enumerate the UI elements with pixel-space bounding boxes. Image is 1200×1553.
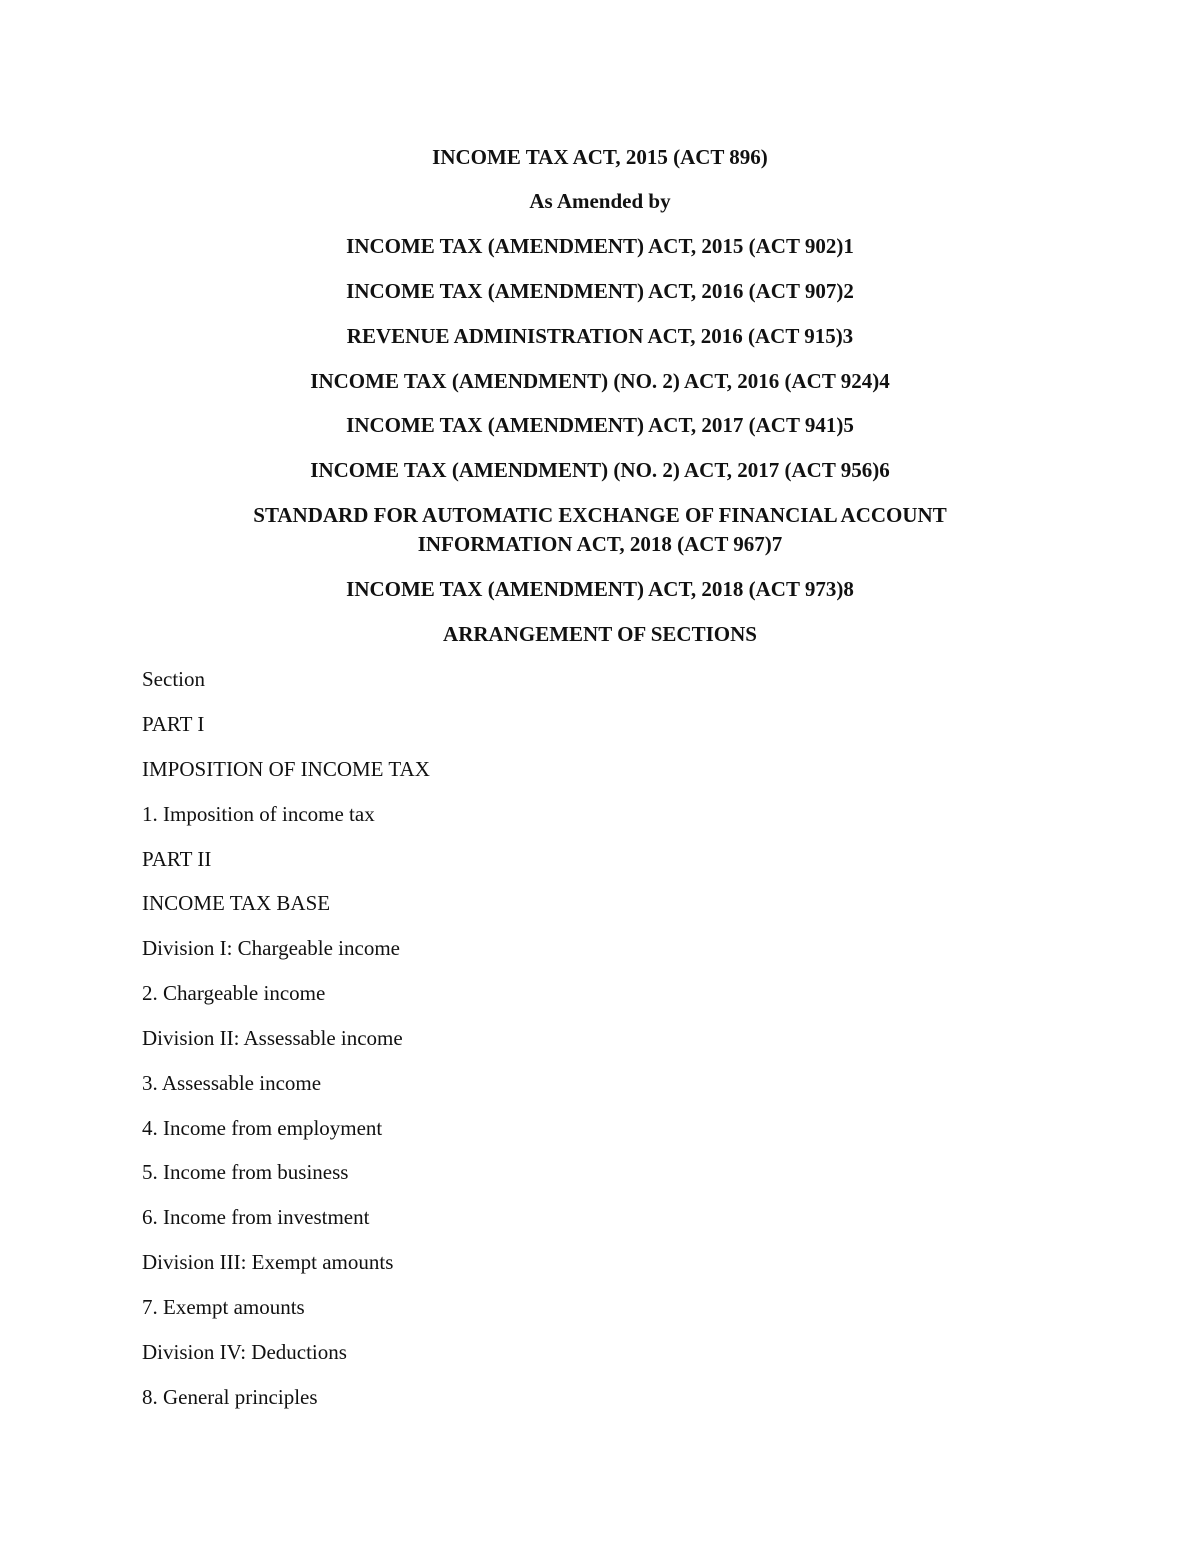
amendment-act-902: INCOME TAX (AMENDMENT) ACT, 2015 (ACT 902)1 — [346, 234, 854, 258]
toc-entry: 4. Income from employment — [142, 1116, 383, 1140]
amendment-act-941: INCOME TAX (AMENDMENT) ACT, 2017 (ACT 941)5 — [346, 413, 854, 437]
amendment-act-956: INCOME TAX (AMENDMENT) (NO. 2) ACT, 2017 (ACT 956)6 — [310, 458, 890, 482]
toc-entry: 5. Income from business — [142, 1160, 349, 1184]
amended-by-label: As Amended by — [529, 189, 671, 213]
standard-act-line1: STANDARD FOR AUTOMATIC EXCHANGE OF FINANCIAL ACCOUNT — [253, 503, 947, 527]
amendment-act-973: INCOME TAX (AMENDMENT) ACT, 2018 (ACT 973)8 — [346, 577, 854, 601]
division-heading: Division III: Exempt amounts — [142, 1250, 394, 1274]
part-heading: PART II — [142, 847, 212, 871]
part-heading: PART I — [142, 712, 205, 736]
act-title: INCOME TAX ACT, 2015 (ACT 896) — [432, 145, 768, 169]
part-title: IMPOSITION OF INCOME TAX — [142, 757, 430, 781]
arrangement-heading: ARRANGEMENT OF SECTIONS — [443, 622, 757, 646]
division-heading: Division II: Assessable income — [142, 1026, 403, 1050]
division-heading: Division IV: Deductions — [142, 1340, 347, 1364]
toc-entry: 1. Imposition of income tax — [142, 802, 375, 826]
standard-act-line2: INFORMATION ACT, 2018 (ACT 967)7 — [417, 532, 783, 556]
toc-entry: 3. Assessable income — [142, 1071, 322, 1095]
toc-entry: 7. Exempt amounts — [142, 1295, 305, 1319]
section-label: Section — [142, 667, 205, 691]
toc-entry: 8. General principles — [142, 1385, 318, 1409]
toc-entry: 2. Chargeable income — [142, 981, 326, 1005]
amendment-act-915: REVENUE ADMINISTRATION ACT, 2016 (ACT 915)3 — [346, 324, 854, 348]
part-title: INCOME TAX BASE — [142, 891, 331, 915]
toc-entry: 6. Income from investment — [142, 1205, 370, 1229]
amendment-act-907: INCOME TAX (AMENDMENT) ACT, 2016 (ACT 907)2 — [346, 279, 854, 303]
amendment-act-924: INCOME TAX (AMENDMENT) (NO. 2) ACT, 2016 (ACT 924)4 — [310, 369, 890, 393]
division-heading: Division I: Chargeable income — [142, 936, 400, 960]
